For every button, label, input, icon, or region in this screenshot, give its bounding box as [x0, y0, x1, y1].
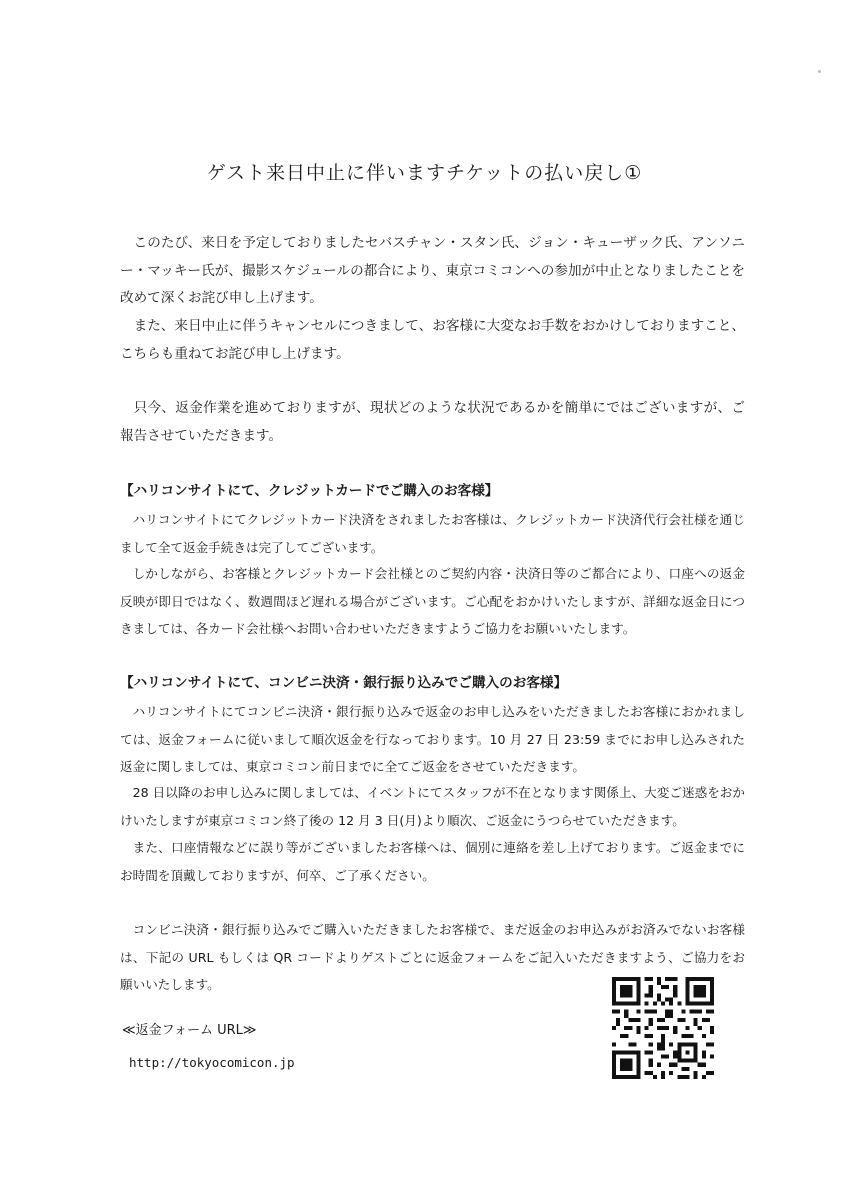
- scan-speck: [818, 70, 821, 73]
- refund-form-url[interactable]: http://tokyocomicon.jp: [129, 1055, 295, 1070]
- convenience-paragraph-3: また、口座情報などに誤り等がございましたお客様へは、個別に連絡を差し上げております。ご返金までにお時間を頂戴しておりますが、何卒、ご了承ください。: [120, 840, 745, 883]
- refund-form-url-label: ≪返金フォーム URL≫: [122, 1023, 257, 1038]
- convenience-paragraph-2: 28 日以降のお申し込みに関しましては、イベントにてスタッフが不在となります関係上、大変ご迷惑をおかけいたしますが東京コミコン終了後の 12 月 3 日(月)より順次、ご返金にうつらせていただきます。: [120, 785, 745, 828]
- intro-paragraph-2: また、来日中止に伴うキャンセルにつきまして、お客様に大変なお手数をおかけしておりますこと、こちらも重ねてお詫び申し上げます。: [120, 318, 745, 362]
- credit-section-heading: 【ハリコンサイトにて、クレジットカードでご購入のお客様】: [120, 483, 499, 499]
- document-title: ゲスト来日中止に伴いますチケットの払い戻し①: [206, 162, 643, 184]
- credit-paragraph-1: ハリコンサイトにてクレジットカード決済をされましたお客様は、クレジットカード決済代行会社様を通じまして全て返金手続きは完了してございます。: [120, 512, 745, 555]
- closing-paragraph: コンビニ決済・銀行振り込みでご購入いただきましたお客様で、まだ返金のお申込みがお済みでないお客様は、下記の URL もしくは QR コードよりゲストごとに返金フォームをご記入いただきますよう、ご協力をお願いいたします。: [120, 922, 745, 992]
- convenience-paragraph-1: ハリコンサイトにてコンビニ決済・銀行振り込みで返金のお申し込みをいただきましたお客様におかれましては、返金フォームに従いまして順次返金を行なっております。10 月 27 日 23:59 までにお申し込みされた返金に関しましては、東京コミコン前日までに全てご返金をさせていただきます。: [120, 704, 745, 774]
- intro-paragraph-1: このたび、来日を予定しておりましたセバスチャン・スタン氏、ジョン・キューザック氏、アンソニー・マッキー氏が、撮影スケジュールの都合により、東京コミコンへの参加が中止となりましたことを改めて深くお詫び申し上げます。: [120, 235, 745, 306]
- convenience-section-heading: 【ハリコンサイトにて、コンビニ決済・銀行振り込みでご購入のお客様】: [120, 675, 568, 691]
- credit-paragraph-2: しかしながら、お客様とクレジットカード会社様とのご契約内容・決済日等のご都合により、口座への返金反映が即日ではなく、数週間ほど遅れる場合がございます。ご心配をおかけいたしますが、詳細な返金日につきましては、各カード会社様へお問い合わせいただきますようご協力をお願いいたします。: [120, 566, 745, 636]
- qr-code[interactable]: [612, 977, 714, 1079]
- status-paragraph: 只今、返金作業を進めておりますが、現状どのような状況であるかを簡単にではございますが、ご報告させていただきます。: [120, 400, 745, 444]
